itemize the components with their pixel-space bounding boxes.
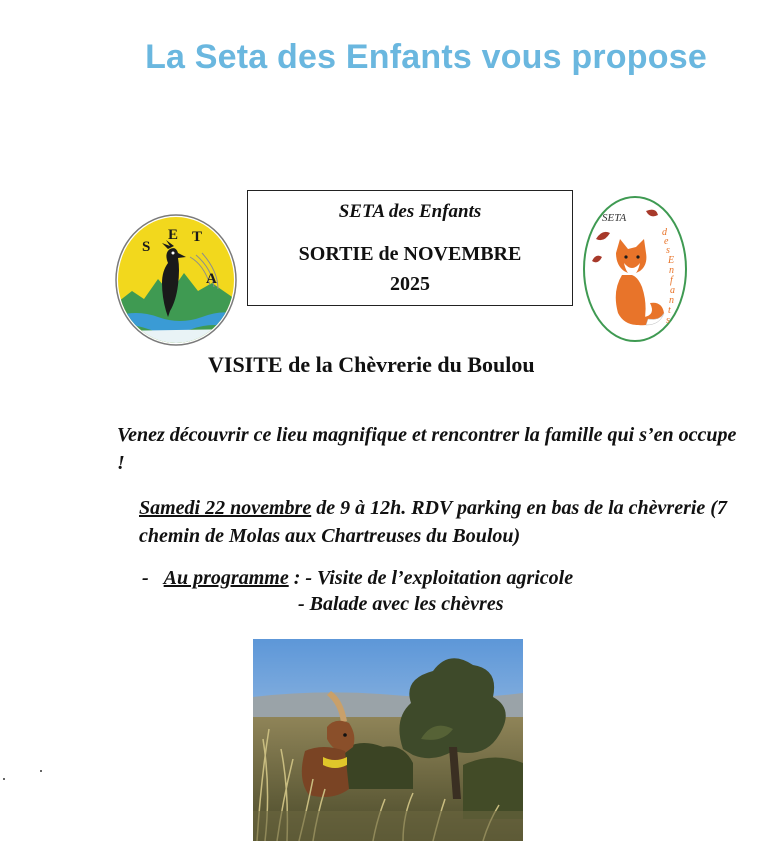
seta-logo: [114, 213, 238, 347]
programme-item-1: : - Visite de l’exploitation agricole: [288, 567, 574, 589]
intro-paragraph: Venez découvrir ce lieu magnifique et rencontrer la famille qui s’en occupe !: [117, 424, 737, 474]
fox-logo-letter: a: [670, 285, 675, 296]
programme-bullet: -: [142, 567, 149, 589]
logo-letter-s: S: [142, 239, 151, 255]
programme-label: Au programme: [163, 567, 289, 589]
logo-letter-a: A: [206, 271, 217, 287]
logo-letter-t: T: [192, 229, 203, 245]
page-headline: La Seta des Enfants vous propose: [145, 38, 707, 76]
fox-logo-letter: e: [664, 236, 669, 247]
event-title-box: [247, 190, 573, 306]
event-date: Samedi 22 novembre: [139, 497, 312, 519]
programme-line-1: [142, 567, 573, 590]
box-org-name: SETA des Enfants: [338, 201, 482, 222]
box-outing-title: SORTIE de NOVEMBRE: [298, 243, 522, 265]
fox-logo-letter: s: [666, 315, 670, 326]
fox-logo-letter: s: [666, 245, 670, 256]
fox-logo-letter: f: [670, 275, 673, 286]
fox-logo-letter: t: [668, 305, 671, 316]
fox-logo-letters: SETA: [602, 212, 627, 224]
box-year: 2025: [390, 273, 430, 295]
seta-enfants-fox-logo: [582, 195, 688, 343]
fox-logo-letter: n: [669, 265, 674, 276]
fox-logo-letter: n: [669, 295, 674, 306]
fox-logo-letter: d: [662, 227, 667, 238]
stray-mark: [3, 778, 5, 780]
date-and-meeting-point: [139, 494, 739, 550]
stray-mark: [40, 770, 42, 772]
fox-logo-letter: E: [668, 255, 675, 266]
meeting-details: de 9 à 12h. RDV parking en bas de la chèvrerie (7 chemin de Molas aux Chartreuses du Boulou): [139, 497, 727, 547]
programme-item-2: - Balade avec les chèvres: [298, 593, 504, 615]
visit-title: VISITE de la Chèvrerie du Boulou: [208, 352, 535, 377]
logo-letter-e: E: [168, 227, 179, 243]
goat-photo: [253, 639, 523, 841]
